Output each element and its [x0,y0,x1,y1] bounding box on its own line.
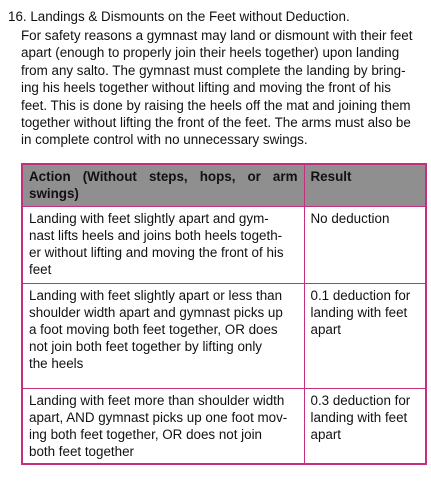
action-cell [22,283,304,388]
cell-line: No deduction [310,210,390,226]
cell-line: 0.1 deduction for [310,287,411,303]
cell-line: the heels [29,356,84,372]
deduction-table [21,163,427,465]
table-row [22,388,426,464]
cell-line: apart, AND gymnast picks up one foot mov- [29,409,288,425]
cell-line: ing both feet together, OR does not join [29,426,263,442]
cell-line: shoulder width apart and gymnast picks up [29,304,283,320]
cell-line: landing with feet [310,409,408,425]
cell-line: a foot moving both feet together, OR does [29,321,278,337]
result-cell [304,206,426,283]
paragraph-line: ing his heels together without lifting and moving the front of his [21,80,391,96]
cell-line: not join both feet together by lifting only [29,339,263,355]
action-column-header [22,164,304,206]
header-line: swings) [29,186,79,202]
cell-line: 0.3 deduction for [310,392,411,408]
result-cell [304,388,426,464]
cell-line: apart [310,321,342,337]
cell-line: Landing with feet slightly apart and gym- [29,210,269,226]
table-header-row [22,164,426,206]
header-line: Action (Without steps, hops, or arm [29,169,298,184]
table-row [22,206,426,283]
header-line: Result [310,169,352,184]
cell-line: Landing with feet more than shoulder width [29,392,285,408]
section-paragraph [21,27,425,149]
cell-line: landing with feet [310,304,408,320]
paragraph-line: feet. This is done by raising the heels off the mat and joining them [21,97,411,113]
cell-line: feet [29,262,52,278]
table-row [22,283,426,388]
action-cell [22,206,304,283]
paragraph-line: together without lifting the front of the feet. The arms must also be [21,115,411,131]
paragraph-line: apart (enough to properly join their heels together) upon landing [21,45,400,61]
result-cell [304,283,426,388]
result-column-header [304,164,426,206]
paragraph-line: For safety reasons a gymnast may land or dismount with their feet [21,28,413,43]
cell-line: er without lifting and moving the front of his [29,244,284,260]
cell-line: both feet together [29,444,134,460]
section-heading: 16. Landings & Dismounts on the Feet without Deduction. [8,9,350,24]
paragraph-line: in complete control with no unnecessary swings. [21,132,308,148]
cell-line: Landing with feet slightly apart or less than [29,287,283,303]
cell-line: apart [310,426,342,442]
cell-line: nast lifts heels and joins both heels togeth- [29,227,283,243]
action-cell [22,388,304,464]
paragraph-line: from any salto. The gymnast must complete the landing by bring- [21,62,406,78]
